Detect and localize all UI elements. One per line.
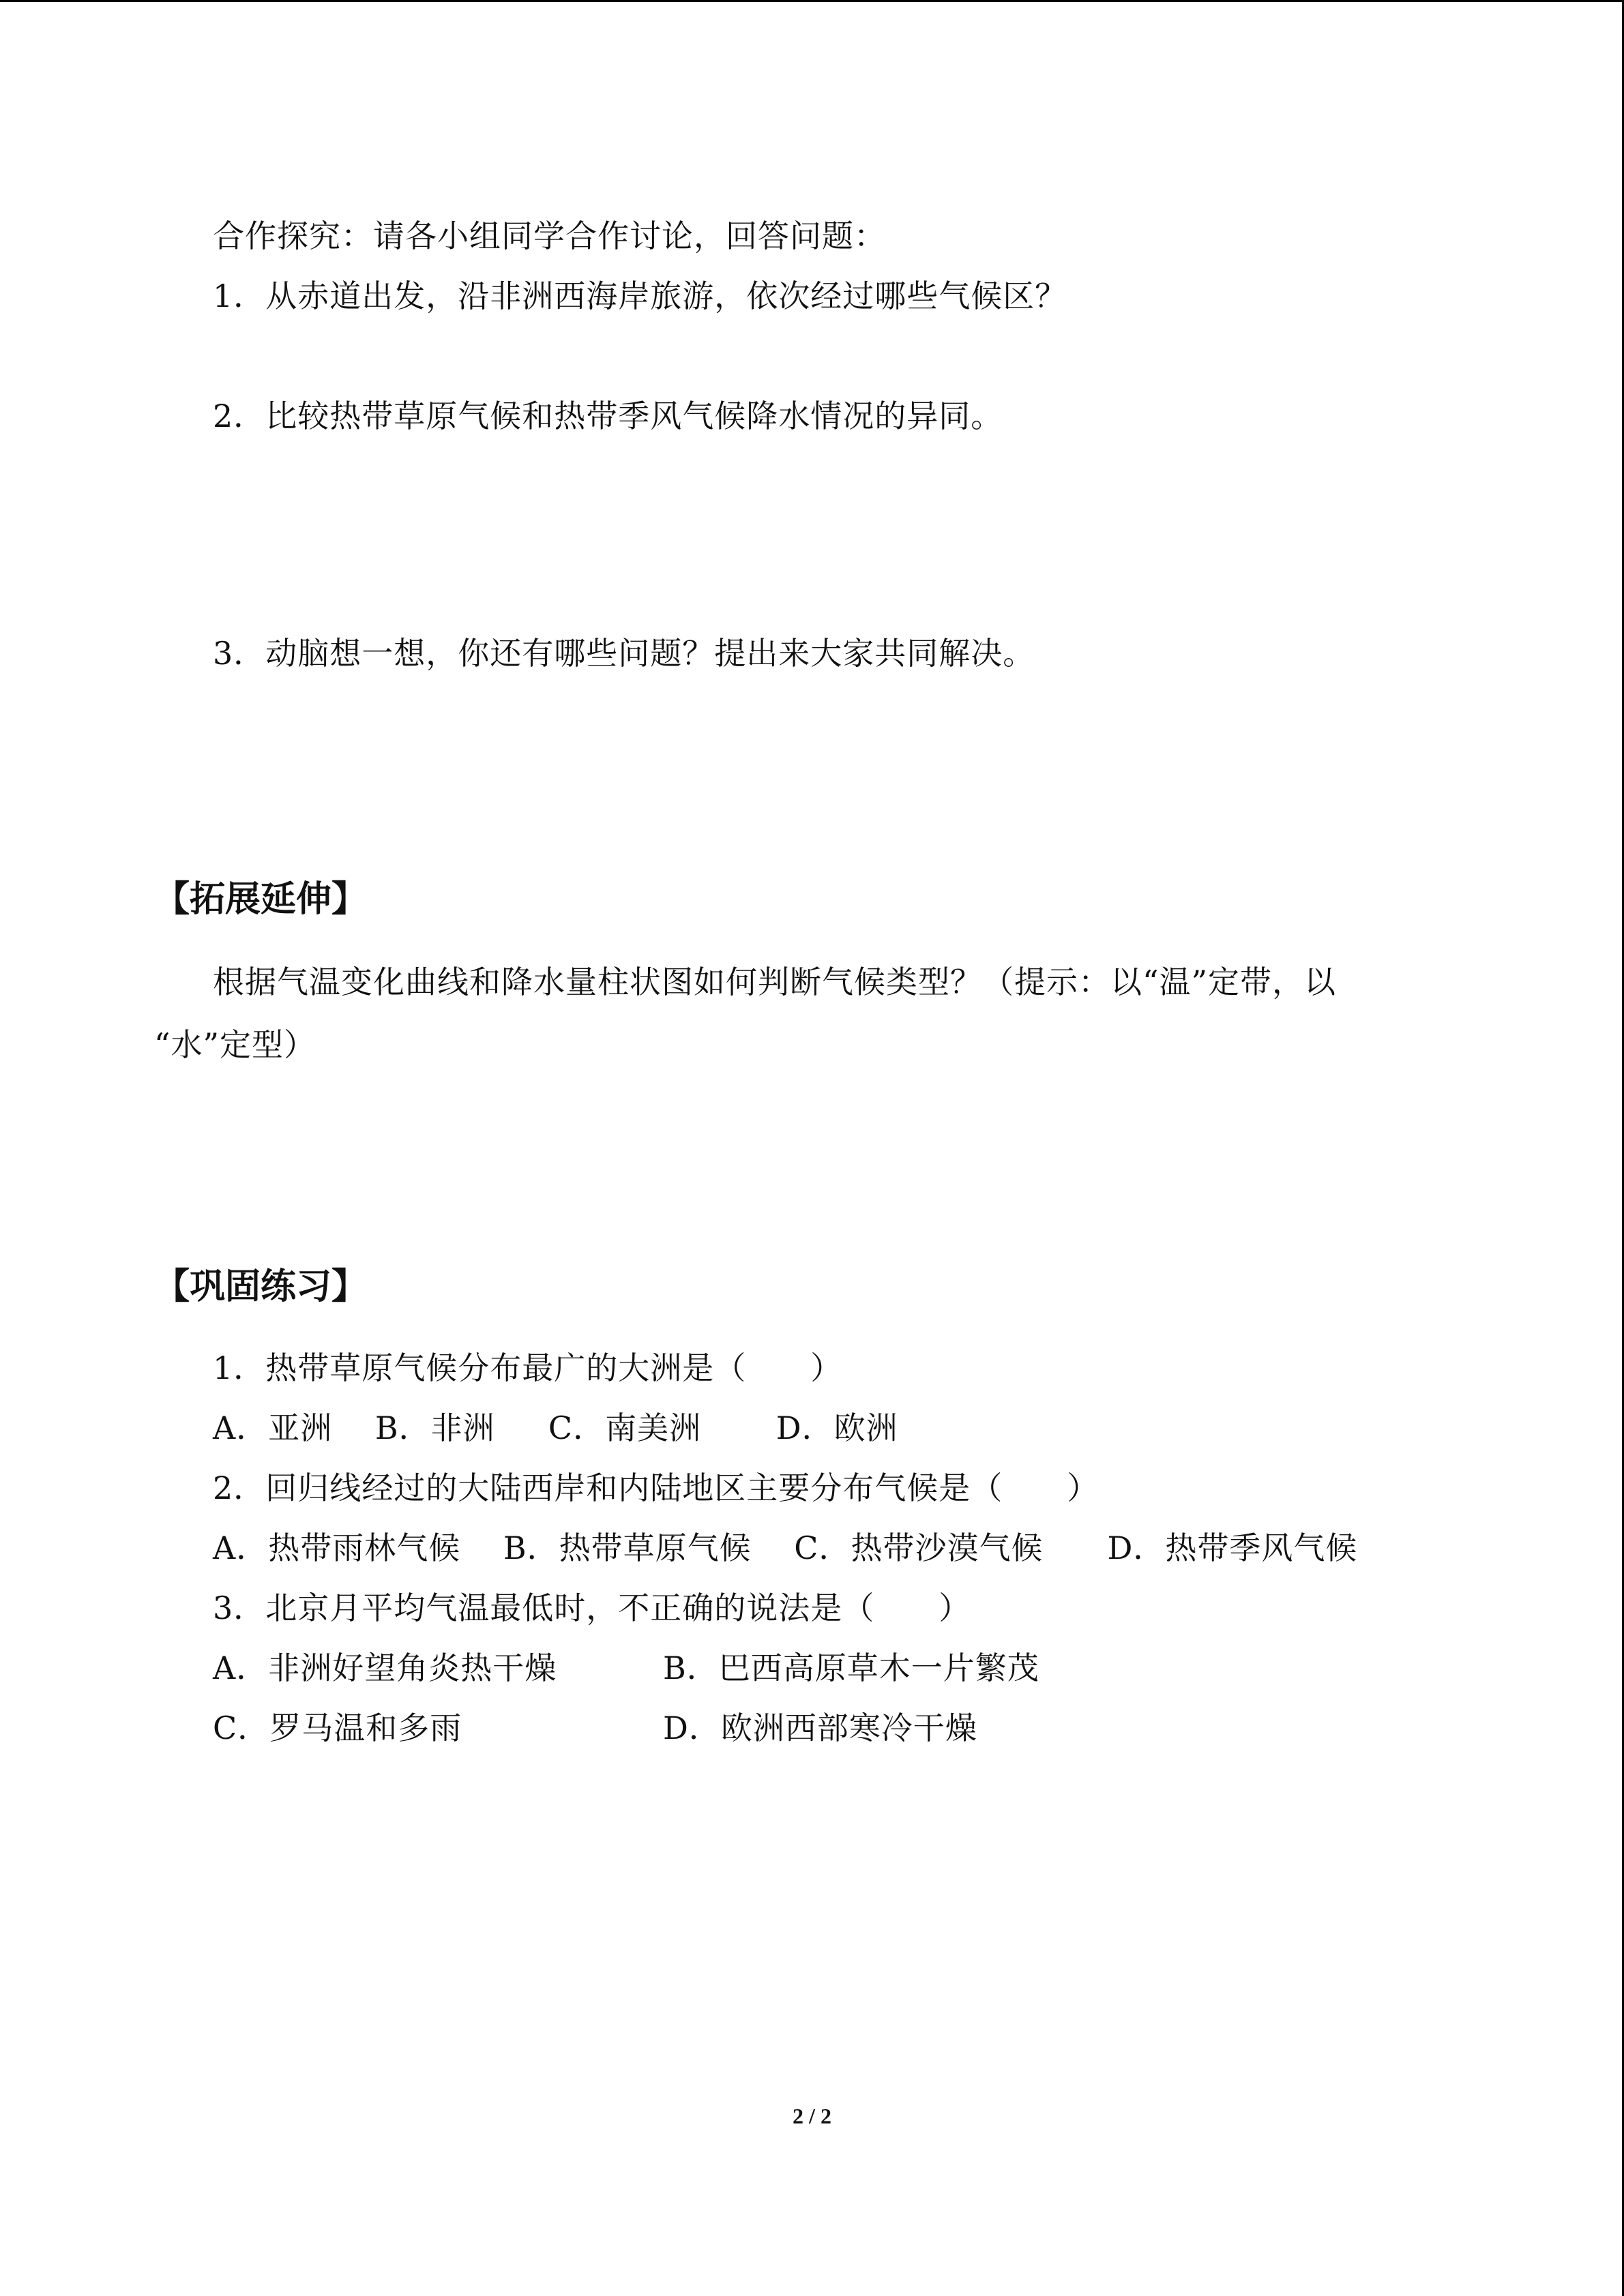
page-number: 2 / 2 — [793, 2104, 831, 2128]
practice-question-2: 2．回归线经过的大陆西岸和内陆地区主要分布气候是（ ） — [213, 1470, 1099, 1506]
explore-question-2: 2．比较热带草原气候和热带季风气候降水情况的异同。 — [213, 398, 1003, 434]
practice-question-3: 3．北京月平均气温最低时，不正确的说法是（ ） — [213, 1590, 971, 1626]
extend-heading: 【拓展延伸】 — [154, 879, 368, 920]
explore-question-3: 3．动脑想一想，你还有哪些问题？提出来大家共同解决。 — [213, 635, 1035, 672]
practice-question-3-option-b: B．巴西高原草木一片繁茂 — [663, 1650, 1039, 1686]
explore-question-1: 1．从赤道出发，沿非洲西海岸旅游，依次经过哪些气候区？ — [213, 278, 1067, 314]
practice-question-3-option-c: C．罗马温和多雨 — [213, 1710, 462, 1746]
extend-paragraph-line-1: 根据气温变化曲线和降水量柱状图如何判断气候类型？（提示：以“温”定带，以 — [213, 964, 1337, 1000]
practice-question-2-options: A．热带雨林气候 B．热带草原气候 C．热带沙漠气候 D．热带季风气候 — [213, 1530, 1358, 1566]
practice-question-1: 1．热带草原气候分布最广的大洲是（ ） — [213, 1350, 843, 1386]
practice-heading: 【巩固练习】 — [154, 1266, 368, 1307]
practice-question-1-options: A．亚洲 B．非洲 C．南美洲 D．欧洲 — [213, 1410, 898, 1446]
practice-question-3-option-d: D．欧洲西部寒冷干燥 — [663, 1710, 977, 1746]
page-border-top — [0, 0, 1624, 2]
extend-paragraph-line-2: “水”定型） — [154, 1026, 316, 1063]
practice-question-3-option-a: A．非洲好望角炎热干燥 — [213, 1650, 557, 1686]
explore-intro: 合作探究：请各小组同学合作讨论，回答问题： — [213, 218, 886, 254]
